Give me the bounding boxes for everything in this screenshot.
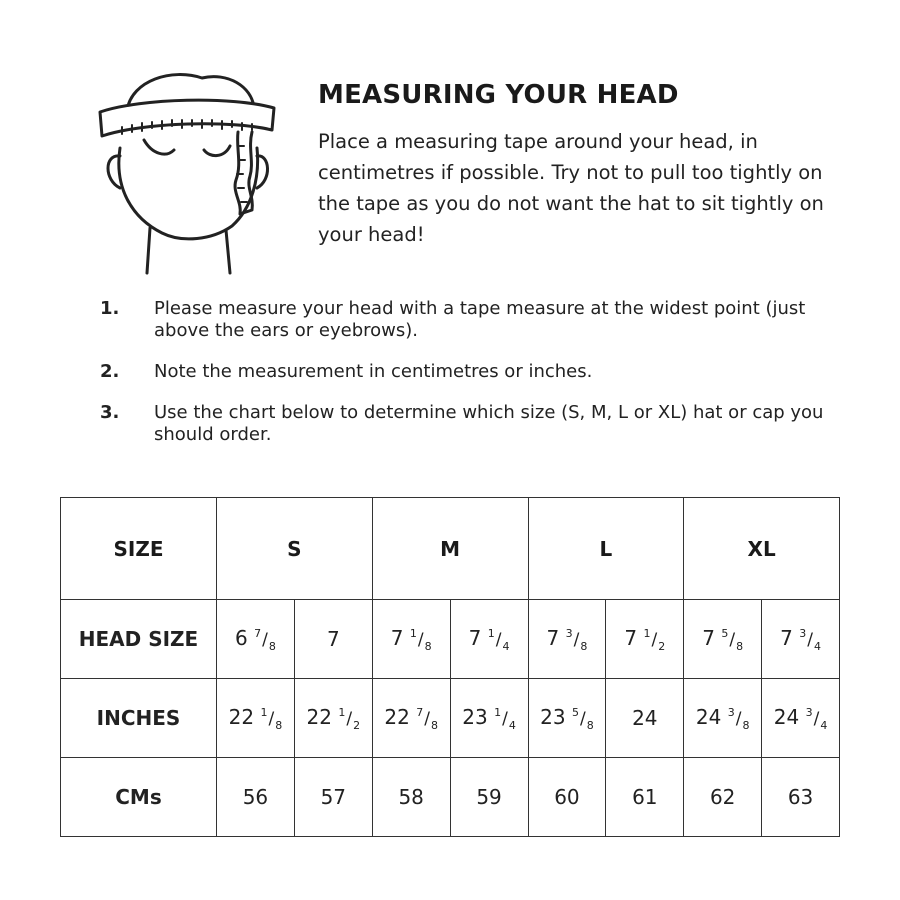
intro-text: Place a measuring tape around your head, in centimetres if possible. Try not to pull too tightly on the tape as you do not want the hat to sit tightly on your head! xyxy=(318,130,824,246)
denominator: 8 xyxy=(586,718,594,732)
denominator: 8 xyxy=(268,639,276,653)
fraction-value xyxy=(780,625,821,653)
head-size-cell xyxy=(606,600,684,679)
numerator: 3 xyxy=(805,705,813,719)
step-number: 1. xyxy=(100,298,120,319)
fraction-value xyxy=(384,704,438,732)
fraction-slash: / xyxy=(424,708,430,729)
whole-number: 7 xyxy=(702,625,715,650)
size-xl: XL xyxy=(684,498,840,600)
numerator: 7 xyxy=(416,705,424,719)
head-size-cell xyxy=(217,600,295,679)
whole-number: 23 xyxy=(462,704,488,729)
numerator: 1 xyxy=(338,705,346,719)
cms-cell: 60 xyxy=(528,758,606,837)
step-text: Note the measurement in centimetres or inches. xyxy=(154,361,593,382)
step-3 xyxy=(100,402,840,446)
whole-number: 22 xyxy=(306,704,332,729)
fraction-slash: / xyxy=(417,629,424,650)
inches-cell xyxy=(372,679,450,758)
fraction-value xyxy=(462,704,516,732)
whole-number: 22 xyxy=(384,704,410,729)
head-size-cell xyxy=(372,600,450,679)
numerator: 3 xyxy=(565,626,573,640)
fraction-slash: / xyxy=(729,629,736,650)
denominator: 2 xyxy=(353,718,361,732)
inches-cell xyxy=(217,679,295,758)
numerator: 1 xyxy=(409,626,417,640)
numerator: 5 xyxy=(721,626,729,640)
cms-row xyxy=(61,758,840,837)
numerator: 3 xyxy=(727,705,735,719)
fraction-slash: / xyxy=(573,629,580,650)
whole-number: 24 xyxy=(695,704,722,729)
fraction-value xyxy=(695,704,750,732)
numerator: 1 xyxy=(487,626,495,640)
whole-number: 23 xyxy=(540,704,566,729)
whole-number: 7 xyxy=(546,625,560,650)
denominator: 2 xyxy=(658,639,666,653)
fraction-slash: / xyxy=(579,708,586,729)
whole-number: 7 xyxy=(624,625,638,650)
step-text: Use the chart below to determine which size (S, M, L or XL) hat or cap you should order. xyxy=(154,402,824,445)
whole-number: 7 xyxy=(468,625,482,650)
step-text: Please measure your head with a tape measure at the widest point (just above the ears or eyebrows). xyxy=(154,298,806,341)
inches-row xyxy=(61,679,840,758)
head-size-label: HEAD SIZE xyxy=(61,600,217,679)
whole-number: 24 xyxy=(632,706,658,730)
step-2 xyxy=(100,361,840,383)
cms-cell: 59 xyxy=(450,758,528,837)
denominator: 4 xyxy=(820,718,828,732)
head-size-cell xyxy=(294,600,372,679)
size-l: L xyxy=(528,498,684,600)
denominator: 8 xyxy=(424,639,432,653)
fraction-value xyxy=(632,706,657,730)
numerator: 5 xyxy=(571,705,579,719)
inches-cell xyxy=(450,679,528,758)
size-label: SIZE xyxy=(61,498,217,600)
fraction-value xyxy=(540,704,594,732)
head-size-cell xyxy=(684,600,762,679)
fraction-slash: / xyxy=(495,629,502,650)
head-size-cell xyxy=(450,600,528,679)
inches-cell xyxy=(528,679,606,758)
page-title: MEASURING YOUR HEAD xyxy=(318,80,679,110)
fraction-slash: / xyxy=(346,708,353,729)
fraction-value xyxy=(773,704,828,732)
whole-number: 7 xyxy=(326,627,340,651)
fraction-value xyxy=(624,625,666,653)
cms-label: CMs xyxy=(61,758,217,837)
fraction-value xyxy=(306,704,361,732)
numerator: 1 xyxy=(494,705,502,719)
fraction-slash: / xyxy=(651,629,658,650)
fraction-slash: / xyxy=(807,629,813,650)
denominator: 4 xyxy=(502,639,510,653)
size-s: S xyxy=(217,498,373,600)
numerator: 7 xyxy=(254,626,262,640)
cms-cell: 63 xyxy=(762,758,840,837)
denominator: 8 xyxy=(275,718,283,732)
fraction-slash: / xyxy=(268,708,275,729)
whole-number: 24 xyxy=(773,704,800,729)
cms-cell: 61 xyxy=(606,758,684,837)
denominator: 8 xyxy=(742,718,750,732)
size-header-row xyxy=(61,498,840,600)
numerator: 3 xyxy=(799,626,807,640)
inches-cell xyxy=(294,679,372,758)
denominator: 8 xyxy=(430,718,438,732)
whole-number: 22 xyxy=(228,704,255,729)
inches-label: INCHES xyxy=(61,679,217,758)
head-size-cell xyxy=(528,600,606,679)
whole-number: 7 xyxy=(780,625,793,650)
denominator: 4 xyxy=(508,718,516,732)
head-size-cell xyxy=(762,600,840,679)
inches-cell xyxy=(684,679,762,758)
fraction-value xyxy=(390,625,432,653)
denominator: 4 xyxy=(813,639,821,653)
inches-cell xyxy=(762,679,840,758)
fraction-slash: / xyxy=(735,708,742,729)
fraction-value xyxy=(468,625,510,653)
numerator: 1 xyxy=(643,626,651,640)
step-number: 3. xyxy=(100,402,120,423)
cms-cell: 56 xyxy=(217,758,295,837)
denominator: 8 xyxy=(580,639,588,653)
step-number: 2. xyxy=(100,361,120,382)
denominator: 8 xyxy=(736,639,744,653)
cms-cell: 57 xyxy=(294,758,372,837)
header xyxy=(318,80,858,250)
fraction-slash: / xyxy=(502,708,508,729)
inches-cell xyxy=(606,679,684,758)
step-1 xyxy=(100,298,840,342)
cms-cell: 58 xyxy=(372,758,450,837)
whole-number: 6 xyxy=(235,625,248,650)
fraction-value xyxy=(546,625,588,653)
cms-cell: 62 xyxy=(684,758,762,837)
fraction-value xyxy=(228,704,283,732)
size-m: M xyxy=(372,498,528,600)
size-chart-table xyxy=(60,497,840,837)
fraction-value xyxy=(235,625,276,653)
head-size-row xyxy=(61,600,840,679)
fraction-slash: / xyxy=(262,629,268,650)
numerator: 1 xyxy=(260,705,268,719)
fraction-slash: / xyxy=(813,708,820,729)
fraction-value xyxy=(702,625,744,653)
head-with-measuring-tape-icon xyxy=(92,68,282,278)
fraction-value xyxy=(327,627,340,651)
instruction-steps xyxy=(100,298,840,465)
whole-number: 7 xyxy=(390,625,404,650)
